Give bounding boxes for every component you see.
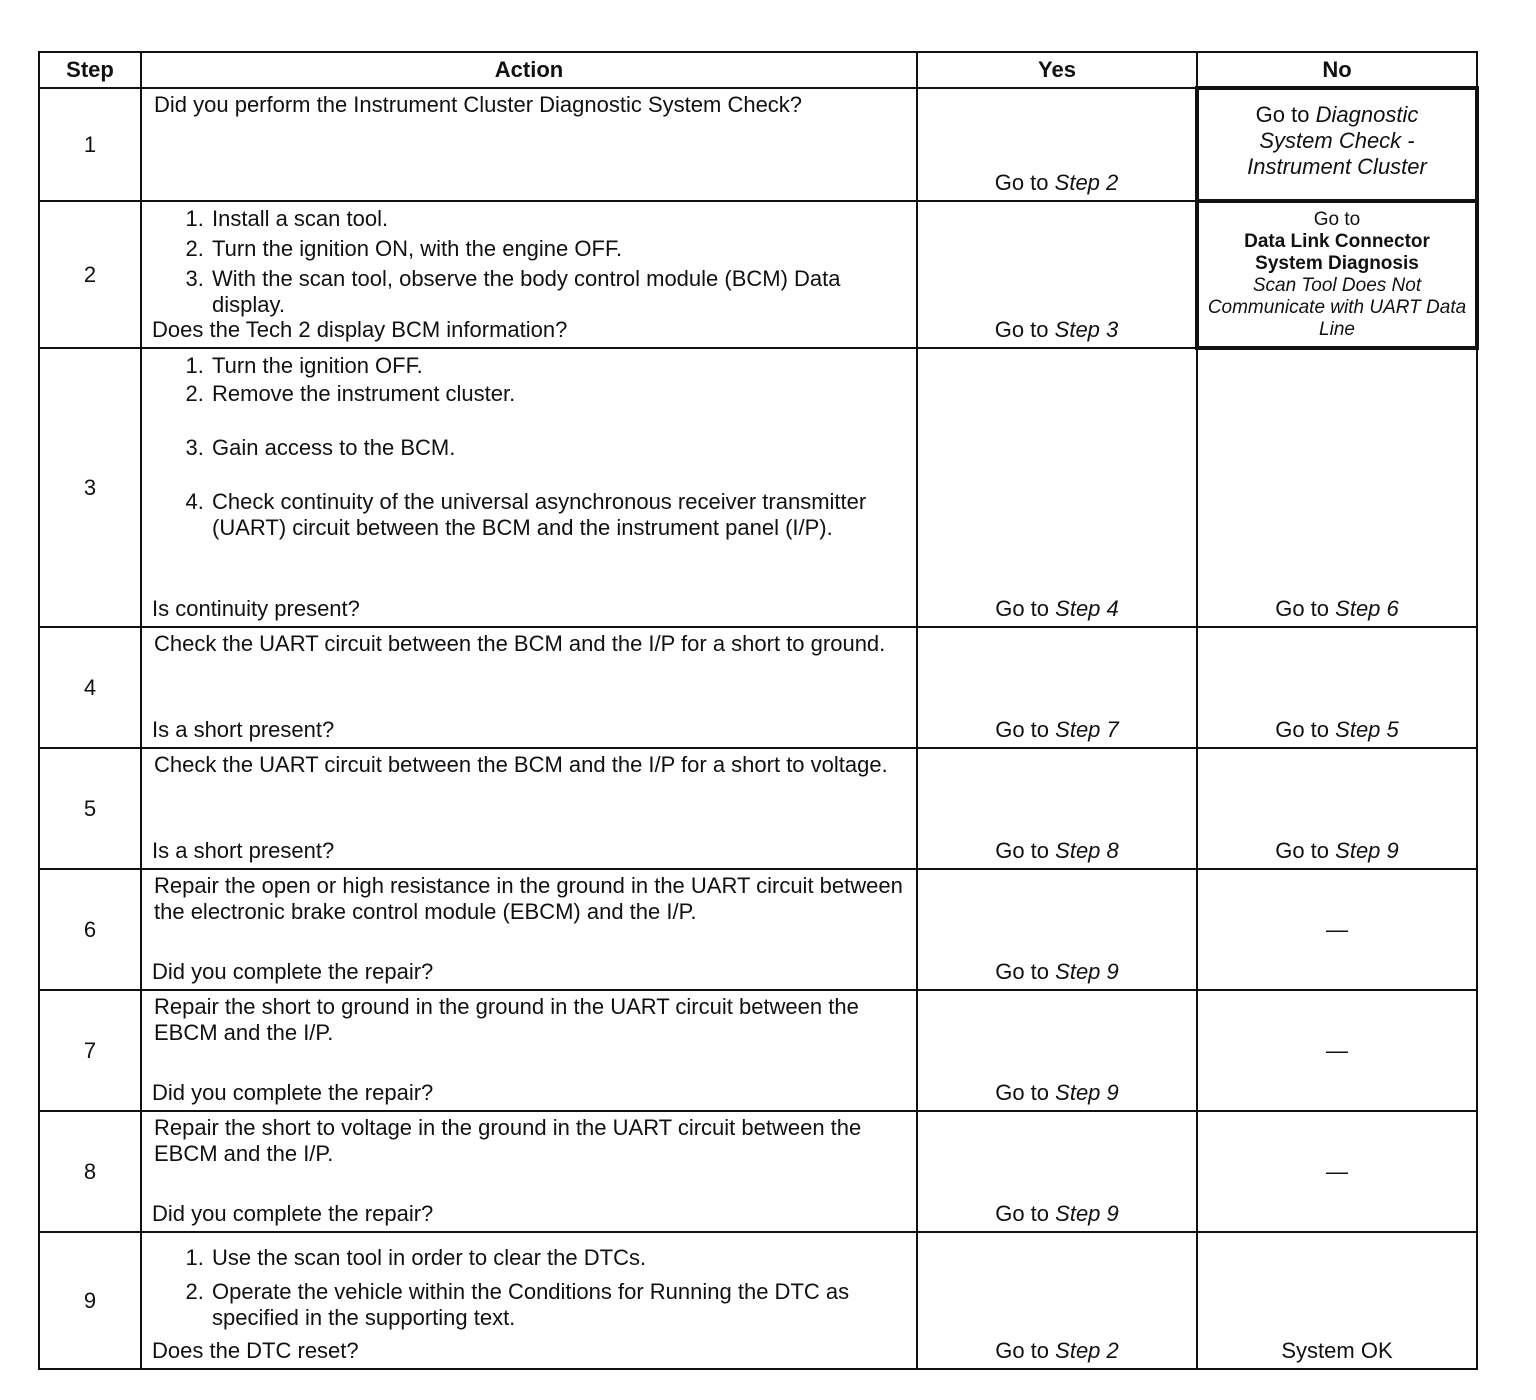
step-number: 3 [39, 348, 141, 627]
yes-cell [917, 869, 1197, 990]
table-row [39, 201, 1477, 348]
action-question: Did you complete the repair? [152, 1080, 434, 1105]
yes-goto [918, 959, 1196, 985]
header-action: Action [141, 52, 917, 88]
action-text: Repair the short to ground in the ground in the UART circuit between the EBCM and the I/P. [154, 994, 859, 1045]
table-row [39, 1232, 1477, 1369]
no-goto [1199, 203, 1475, 341]
no-cell [1197, 348, 1477, 627]
action-step-item: 2. Operate the vehicle within the Conditions for Running the DTC as specified in the supporting text. [210, 1279, 916, 1331]
goto-prefix: Go to [1275, 717, 1330, 742]
action-cell [141, 990, 917, 1111]
no-cell [1197, 88, 1477, 201]
table-row [39, 990, 1477, 1111]
header-row [39, 52, 1477, 88]
header-step: Step [39, 52, 141, 88]
no-cell [1197, 990, 1477, 1111]
step-number: 1 [39, 88, 141, 201]
yes-goto [918, 717, 1196, 743]
goto-prefix: Go to [995, 1080, 1050, 1105]
action-cell [141, 1232, 917, 1369]
action-cell [141, 348, 917, 627]
goto-target: Step 9 [1055, 1080, 1119, 1105]
action-cell [141, 201, 917, 348]
goto-target: Diagnostic System Check - Instrument Cluster [1247, 102, 1427, 179]
action-question: Does the Tech 2 display BCM information? [152, 317, 568, 342]
action-cell [141, 88, 917, 201]
goto-target: Step 9 [1335, 838, 1399, 863]
goto-target: Step 9 [1055, 1201, 1119, 1226]
yes-goto [918, 596, 1196, 622]
yes-cell [917, 990, 1197, 1111]
step-number: 2 [39, 201, 141, 348]
header-yes: Yes [917, 52, 1197, 88]
goto-target: Step 6 [1335, 596, 1399, 621]
goto-prefix: Go to [1255, 102, 1310, 127]
yes-cell [917, 348, 1197, 627]
goto-prefix: Go to [995, 959, 1050, 984]
goto-target: Step 4 [1055, 596, 1119, 621]
no-cell [1197, 1111, 1477, 1232]
action-step-item: 4. Check continuity of the universal asynchronous receiver transmitter (UART) circuit between the BCM and the instrument panel (I/P). [210, 489, 916, 541]
no-goto [1198, 596, 1476, 622]
action-text: Did you perform the Instrument Cluster Diagnostic System Check? [154, 92, 803, 117]
action-cell [141, 627, 917, 748]
no-goto [1199, 90, 1475, 180]
step-number: 7 [39, 990, 141, 1111]
action-question: Does the DTC reset? [152, 1338, 359, 1363]
action-step-item: 3. With the scan tool, observe the body control module (BCM) Data display. [210, 266, 916, 318]
diagnostic-table [38, 51, 1479, 1370]
table-row [39, 348, 1477, 627]
action-cell [141, 1111, 917, 1232]
no-value: — [1326, 916, 1348, 942]
yes-goto [918, 1201, 1196, 1227]
yes-cell [917, 627, 1197, 748]
no-goto [1198, 838, 1476, 864]
goto-prefix: Go to [1275, 838, 1330, 863]
goto-prefix: Go to [995, 1201, 1050, 1226]
goto-prefix: Go to [995, 717, 1050, 742]
action-step-item: 2. Remove the instrument cluster. [210, 381, 916, 407]
yes-goto [918, 838, 1196, 864]
action-text: Repair the open or high resistance in the ground in the UART circuit between the electronic brake control module (EBCM) and the I/P. [154, 873, 903, 924]
no-cell [1197, 1232, 1477, 1369]
yes-cell [917, 201, 1197, 348]
no-cell [1197, 748, 1477, 869]
action-question: Did you complete the repair? [152, 959, 434, 984]
goto-target: Step 7 [1055, 717, 1119, 742]
no-cell [1197, 627, 1477, 748]
goto-prefix: Go to [995, 838, 1050, 863]
step-number: 6 [39, 869, 141, 990]
no-cell [1197, 201, 1477, 348]
action-text: Check the UART circuit between the BCM and the I/P for a short to ground. [154, 631, 886, 656]
action-step-item: 1. Install a scan tool. [210, 206, 916, 232]
action-text: Check the UART circuit between the BCM and the I/P for a short to voltage. [154, 752, 888, 777]
goto-target: Step 8 [1055, 838, 1119, 863]
action-step-item: 3. Gain access to the BCM. [210, 435, 916, 461]
yes-goto [918, 317, 1195, 343]
action-step-item: 1. Turn the ignition OFF. [210, 353, 916, 379]
action-question: Is a short present? [152, 717, 335, 742]
action-step-item: 2. Turn the ignition ON, with the engine OFF. [210, 236, 916, 262]
step-number: 4 [39, 627, 141, 748]
yes-cell [917, 88, 1197, 201]
goto-target: Scan Tool Does Not Communicate with UART Data Line [1207, 275, 1467, 340]
goto-target: Step 3 [1054, 317, 1119, 342]
action-step-item: 1. Use the scan tool in order to clear the DTCs. [210, 1245, 916, 1271]
table-row [39, 869, 1477, 990]
action-question: Did you complete the repair? [152, 1201, 434, 1226]
action-steps [142, 202, 916, 318]
table-row [39, 627, 1477, 748]
yes-goto [918, 1080, 1196, 1106]
action-text: Repair the short to voltage in the ground in the UART circuit between the EBCM and the I/P. [154, 1115, 862, 1166]
no-value: — [1326, 1037, 1348, 1063]
no-value: — [1326, 1158, 1348, 1184]
goto-prefix: Go to [994, 170, 1049, 195]
goto-target: Step 9 [1055, 959, 1119, 984]
action-question: Is continuity present? [152, 596, 360, 621]
goto-prefix: Go to [1275, 596, 1330, 621]
goto-target: Step 2 [1054, 170, 1119, 195]
yes-cell [917, 1232, 1197, 1369]
no-value: System OK [1281, 1338, 1393, 1363]
yes-cell [917, 1111, 1197, 1232]
action-question: Is a short present? [152, 838, 335, 863]
action-steps [142, 1233, 916, 1331]
action-cell [141, 869, 917, 990]
no-goto [1198, 717, 1476, 743]
no-cell [1197, 869, 1477, 990]
yes-goto [918, 170, 1195, 196]
action-cell [141, 748, 917, 869]
goto-prefix: Go to [1313, 209, 1361, 230]
table-row [39, 88, 1477, 201]
action-steps [142, 349, 916, 541]
step-number: 8 [39, 1111, 141, 1232]
header-no: No [1197, 52, 1477, 88]
yes-cell [917, 748, 1197, 869]
goto-target-subtitle [1199, 275, 1475, 341]
table-row [39, 748, 1477, 869]
goto-prefix: Go to [994, 317, 1049, 342]
yes-goto [918, 1338, 1196, 1364]
goto-prefix: Go to [995, 596, 1050, 621]
goto-target: Step 2 [1055, 1338, 1119, 1363]
goto-target-title: Data Link Connector System Diagnosis [1244, 231, 1430, 274]
table-row [39, 1111, 1477, 1232]
step-number: 9 [39, 1232, 141, 1369]
step-number: 5 [39, 748, 141, 869]
goto-target: Step 5 [1335, 717, 1399, 742]
goto-prefix: Go to [995, 1338, 1050, 1363]
